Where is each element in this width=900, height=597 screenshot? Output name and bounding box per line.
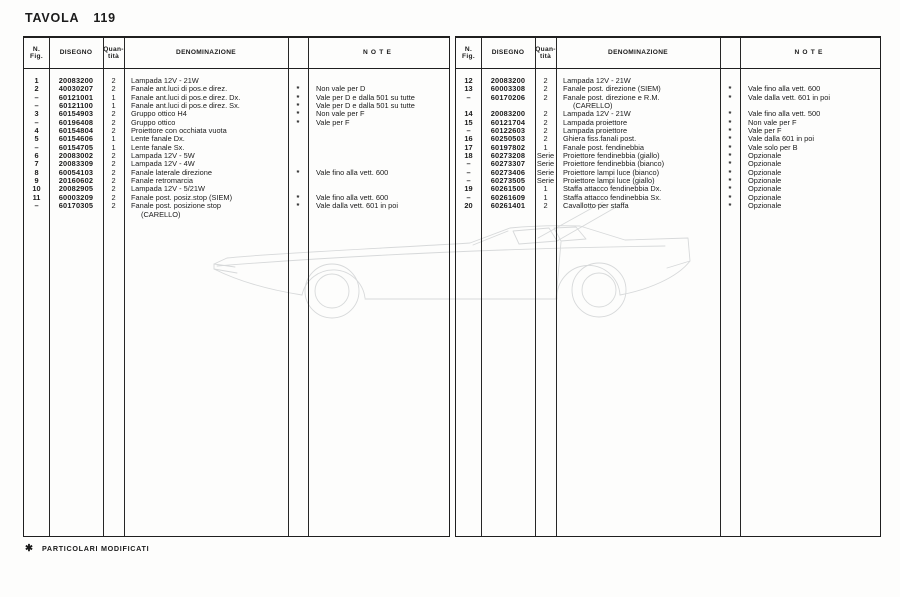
- fig-number-cell: 4: [34, 126, 39, 136]
- denomination-cell: Lampada 12V - 21W: [563, 109, 631, 119]
- fig-number-cell: 11: [32, 192, 41, 202]
- modified-star-cell: *: [728, 159, 732, 169]
- qty-cell: 2: [111, 184, 116, 194]
- note-cell: Opzionale: [748, 176, 782, 186]
- disegno-cell: 20082905: [58, 184, 94, 194]
- fig-number-cell: 7: [34, 159, 39, 169]
- disegno-cell: 60154705: [58, 142, 94, 152]
- note-cell: Vale per F: [316, 117, 350, 127]
- note-cell: Opzionale: [748, 151, 782, 161]
- denomination-cell: Staffa attacco fendinebbia Sx.: [563, 192, 662, 202]
- qty-cell: 2: [111, 192, 116, 202]
- table-row: [24, 211, 449, 219]
- disegno-cell: 60273406: [490, 167, 526, 177]
- fig-number-cell: 12: [464, 76, 473, 85]
- table-header: [456, 38, 880, 69]
- disegno-cell: 60197802: [490, 142, 526, 152]
- col-header-note-label: NOTE: [794, 49, 826, 57]
- col-header-qty-line1: Quan-: [535, 45, 556, 53]
- modified-star-cell: *: [296, 84, 300, 94]
- fig-number-cell: –: [466, 192, 471, 202]
- fig-number-cell: 14: [464, 109, 473, 119]
- modified-star-cell: *: [728, 184, 732, 194]
- col-header-disegno: [481, 38, 535, 68]
- qty-cell: 2: [543, 201, 548, 211]
- fig-number-cell: 6: [34, 151, 39, 161]
- modified-star-cell: *: [728, 176, 732, 186]
- qty-cell: 2: [111, 167, 116, 177]
- qty-cell: 2: [111, 151, 116, 161]
- col-header-disegno-label: DISEGNO: [59, 49, 93, 57]
- fig-number-cell: 3: [34, 109, 39, 119]
- modified-star-cell: *: [728, 142, 732, 152]
- table-row: [456, 202, 880, 210]
- table-body: [456, 68, 880, 536]
- modified-star-cell: *: [296, 201, 300, 211]
- qty-cell: 2: [111, 176, 116, 186]
- disegno-cell: 60003308: [490, 84, 526, 94]
- disegno-cell: 60154804: [58, 126, 94, 136]
- fig-number-cell: 8: [34, 167, 39, 177]
- qty-cell: 2: [111, 109, 116, 119]
- table-row: [456, 94, 880, 102]
- qty-cell: 2: [111, 201, 116, 211]
- col-header-qty-line2: tità: [107, 53, 120, 60]
- disegno-cell: 60170206: [490, 92, 526, 102]
- note-cell: Opzionale: [748, 167, 782, 177]
- modified-star-cell: *: [728, 167, 732, 177]
- note-cell: Non vale per F: [748, 117, 797, 127]
- parts-table-left: [23, 36, 450, 537]
- disegno-cell: 60154606: [58, 134, 94, 144]
- disegno-cell: 60273208: [490, 151, 526, 161]
- denomination-cell: (CARELLO): [573, 101, 613, 111]
- modified-star-cell: *: [296, 101, 300, 111]
- denomination-cell: Lampada 12V - 21W: [563, 76, 631, 85]
- denomination-cell: Proiettore fendinebbia (bianco): [563, 159, 665, 169]
- fig-number-cell: –: [34, 101, 39, 111]
- denomination-cell: Fanale retromarcia: [131, 176, 194, 186]
- disegno-cell: 20083002: [58, 151, 94, 161]
- qty-cell: 2: [111, 84, 116, 94]
- note-cell: Vale fino alla vett. 600: [316, 167, 389, 177]
- modified-star-cell: *: [728, 201, 732, 211]
- disegno-cell: 60121704: [490, 117, 526, 127]
- denomination-cell: Lente fanale Dx.: [131, 134, 185, 144]
- denomination-cell: Proiettore lampi luce (bianco): [563, 167, 660, 177]
- note-cell: Vale per D e dalla 501 su tutte: [316, 92, 415, 102]
- fig-number-cell: –: [466, 167, 471, 177]
- fig-number-cell: 18: [464, 151, 473, 161]
- page-title-number: 119: [93, 11, 116, 25]
- qty-cell: 1: [111, 101, 116, 111]
- denomination-cell: Proiettore fendinebbia (giallo): [563, 151, 660, 161]
- col-header-fig: [456, 38, 481, 68]
- disegno-cell: 20083200: [490, 109, 526, 119]
- denomination-cell: Lampada 12V - 5W: [131, 151, 195, 161]
- col-header-star: [720, 38, 740, 68]
- denomination-cell: Fanale ant.luci di pos.e direz.: [131, 84, 228, 94]
- qty-cell: 1: [543, 184, 548, 194]
- modified-star-cell: [288, 177, 308, 185]
- footnote: [25, 544, 149, 553]
- qty-cell: 2: [543, 84, 548, 94]
- note-cell: Vale per D e dalla 501 su tutte: [316, 101, 415, 111]
- note-cell: [308, 127, 449, 135]
- modified-star-cell: *: [728, 117, 732, 127]
- denomination-cell: Fanale post. posiz.stop (SIEM): [131, 192, 233, 202]
- table-body: [24, 68, 449, 536]
- note-cell: Opzionale: [748, 192, 782, 202]
- note-cell: Vale dalla 601 in poi: [748, 134, 815, 144]
- qty-cell: 1: [111, 142, 116, 152]
- disegno-cell: 60273307: [490, 159, 526, 169]
- denomination-cell: Proiettore lampi luce (giallo): [563, 176, 655, 186]
- qty-cell: 2: [543, 134, 548, 144]
- col-header-qty-line2: tità: [539, 53, 552, 60]
- note-cell: Opzionale: [748, 184, 782, 194]
- footnote-label: PARTICOLARI MODIFICATI: [41, 544, 150, 553]
- qty-cell: 2: [111, 117, 116, 127]
- denomination-cell: Fanale post. fendinebbia: [563, 142, 644, 152]
- disegno-cell: 60261500: [490, 184, 526, 194]
- qty-cell: 1: [543, 192, 548, 202]
- modified-star-cell: *: [296, 192, 300, 202]
- fig-number-cell: 15: [464, 117, 473, 127]
- fig-number-cell: 2: [34, 84, 39, 94]
- denomination-cell: Fanale post. direzione e R.M.: [563, 92, 660, 102]
- col-header-qty: [103, 38, 124, 68]
- col-header-note: [308, 38, 449, 68]
- page-title: [25, 11, 116, 25]
- note-cell: Opzionale: [748, 201, 782, 211]
- qty-cell: 2: [543, 126, 548, 136]
- disegno-cell: 60250503: [490, 134, 526, 144]
- note-cell: Non vale per D: [316, 84, 366, 94]
- fig-number-cell: –: [466, 92, 471, 102]
- fig-number-cell: –: [466, 159, 471, 169]
- modified-star-cell: *: [296, 92, 300, 102]
- col-header-qty: [535, 38, 556, 68]
- modified-star-cell: *: [728, 192, 732, 202]
- col-header-star: [288, 38, 308, 68]
- modified-star-cell: *: [728, 134, 732, 144]
- qty-cell: 2: [543, 117, 548, 127]
- qty-cell: Serie: [536, 167, 555, 177]
- denomination-cell: Lampada proiettore: [563, 117, 628, 127]
- denomination-cell: Fanale post. posizione stop: [131, 201, 221, 211]
- note-cell: Vale dalla vett. 601 in poi: [316, 201, 399, 211]
- modified-star-cell: [288, 135, 308, 143]
- note-cell: [308, 211, 449, 219]
- col-header-note: [740, 38, 880, 68]
- note-cell: [308, 152, 449, 160]
- qty-cell: 2: [543, 76, 548, 85]
- col-header-fig-line2: Fig.: [462, 53, 475, 60]
- note-cell: [308, 177, 449, 185]
- disegno-cell: 60121100: [58, 101, 94, 111]
- denomination-cell: Lampada 12V - 5/21W: [131, 184, 205, 194]
- denomination-cell: Cavallotto per staffa: [563, 201, 629, 211]
- col-header-fig-line1: N.: [464, 45, 473, 53]
- table-header: [24, 38, 449, 69]
- modified-star-cell: [288, 152, 308, 160]
- disegno-cell: 60170305: [58, 201, 94, 211]
- note-cell: Vale fino alla vett. 500: [748, 109, 821, 119]
- note-cell: [308, 144, 449, 152]
- denomination-cell: Gruppo ottico: [131, 117, 176, 127]
- note-cell: Vale solo per B: [748, 142, 798, 152]
- fig-number-cell: 19: [464, 184, 473, 194]
- note-cell: Opzionale: [748, 159, 782, 169]
- col-header-note-label: NOTE: [362, 49, 395, 57]
- disegno-cell: 20083200: [490, 76, 526, 85]
- qty-cell: Serie: [536, 151, 555, 161]
- fig-number-cell: 13: [464, 84, 473, 94]
- note-cell: Vale per F: [748, 126, 782, 136]
- fig-number-cell: –: [34, 201, 39, 211]
- col-header-disegno-label: DISEGNO: [491, 49, 525, 57]
- qty-cell: 2: [111, 126, 116, 136]
- modified-star-cell: *: [296, 109, 300, 119]
- fig-number-cell: 17: [464, 142, 473, 152]
- denomination-cell: Fanale ant.luci di pos.e direz. Dx.: [131, 92, 241, 102]
- table-row: [24, 202, 449, 210]
- disegno-cell: 60122603: [490, 126, 526, 136]
- note-cell: Vale fino alla vett. 600: [316, 192, 389, 202]
- fig-number-cell: 1: [34, 76, 39, 85]
- fig-number-cell: 5: [34, 134, 39, 144]
- qty-cell: 2: [111, 76, 116, 85]
- qty-cell: 1: [543, 142, 548, 152]
- disegno-cell: 20083309: [58, 159, 94, 169]
- qty-cell: Serie: [536, 159, 555, 169]
- denomination-cell: Fanale ant.luci di pos.e direz. Sx.: [131, 101, 240, 111]
- denomination-cell: Ghiera fiss.fanali post.: [563, 134, 637, 144]
- modified-star-cell: *: [296, 117, 300, 127]
- qty-cell: Serie: [536, 176, 555, 186]
- col-header-fig-line2: Fig.: [30, 53, 43, 60]
- disegno-cell: [49, 211, 103, 219]
- fig-number-cell: 16: [464, 134, 473, 144]
- modified-star-cell: [288, 144, 308, 152]
- fig-number-cell: –: [466, 176, 471, 186]
- modified-parts-symbol: ✱: [25, 543, 33, 554]
- disegno-cell: 20160602: [58, 176, 94, 186]
- denomination-cell: Staffa attacco fendinebbia Dx.: [563, 184, 662, 194]
- modified-star-cell: *: [296, 167, 300, 177]
- fig-number-cell: 10: [32, 184, 41, 194]
- qty-cell: 1: [111, 92, 116, 102]
- col-header-fig-line1: N.: [32, 45, 41, 53]
- fig-number-cell: [24, 211, 49, 219]
- disegno-cell: 60261401: [490, 201, 526, 211]
- disegno-cell: 60154903: [58, 109, 94, 119]
- qty-cell: 2: [543, 109, 548, 119]
- qty-cell: 1: [111, 134, 116, 144]
- denomination-cell: Lampada 12V - 4W: [131, 159, 195, 169]
- disegno-cell: 20083200: [58, 76, 94, 85]
- parts-table-right: [455, 36, 881, 537]
- denomination-cell: Gruppo ottico H4: [131, 109, 187, 119]
- col-header-denominazione: [124, 38, 288, 68]
- modified-star-cell: *: [728, 151, 732, 161]
- page-title-label: TAVOLA: [25, 11, 80, 25]
- disegno-cell: 60261609: [490, 192, 526, 202]
- fig-number-cell: 9: [34, 176, 39, 186]
- modified-star-cell: *: [728, 109, 732, 119]
- modified-star-cell: *: [728, 126, 732, 136]
- fig-number-cell: –: [34, 142, 39, 152]
- denomination-cell: Lampada 12V - 21W: [131, 76, 199, 85]
- col-header-denominazione-label: DENOMINAZIONE: [176, 49, 236, 57]
- note-cell: Non vale per F: [316, 109, 365, 119]
- col-header-disegno: [49, 38, 103, 68]
- modified-star-cell: [288, 211, 308, 219]
- disegno-cell: 60196408: [58, 117, 94, 127]
- col-header-fig: [24, 38, 49, 68]
- denomination-cell: Proiettore con occhiata vuota: [131, 126, 227, 136]
- col-header-denominazione-label: DENOMINAZIONE: [608, 49, 668, 57]
- note-cell: Vale dalla vett. 601 in poi: [748, 92, 831, 102]
- disegno-cell: 40030207: [58, 84, 94, 94]
- col-header-denominazione: [556, 38, 720, 68]
- fig-number-cell: –: [466, 126, 471, 136]
- fig-number-cell: –: [34, 92, 39, 102]
- modified-star-cell: *: [728, 84, 732, 94]
- fig-number-cell: 20: [464, 201, 473, 211]
- note-cell: [308, 135, 449, 143]
- qty-cell: 2: [111, 159, 116, 169]
- disegno-cell: 60121001: [58, 92, 94, 102]
- disegno-cell: 60003209: [58, 192, 94, 202]
- qty-cell: 2: [543, 92, 548, 102]
- disegno-cell: 60054103: [58, 167, 94, 177]
- denomination-cell: Lampada proiettore: [563, 126, 628, 136]
- denomination-cell: Fanale laterale direzione: [131, 167, 212, 177]
- modified-star-cell: *: [728, 92, 732, 102]
- denomination-cell: (CARELLO): [141, 209, 181, 219]
- col-header-qty-line1: Quan-: [103, 45, 124, 53]
- denomination-cell: Fanale post. direzione (SIEM): [563, 84, 661, 94]
- note-cell: Vale fino alla vett. 600: [748, 84, 821, 94]
- denomination-cell: Lente fanale Sx.: [131, 142, 185, 152]
- qty-cell: [103, 211, 124, 219]
- disegno-cell: 60273505: [490, 176, 526, 186]
- modified-star-cell: [288, 127, 308, 135]
- fig-number-cell: –: [34, 117, 39, 127]
